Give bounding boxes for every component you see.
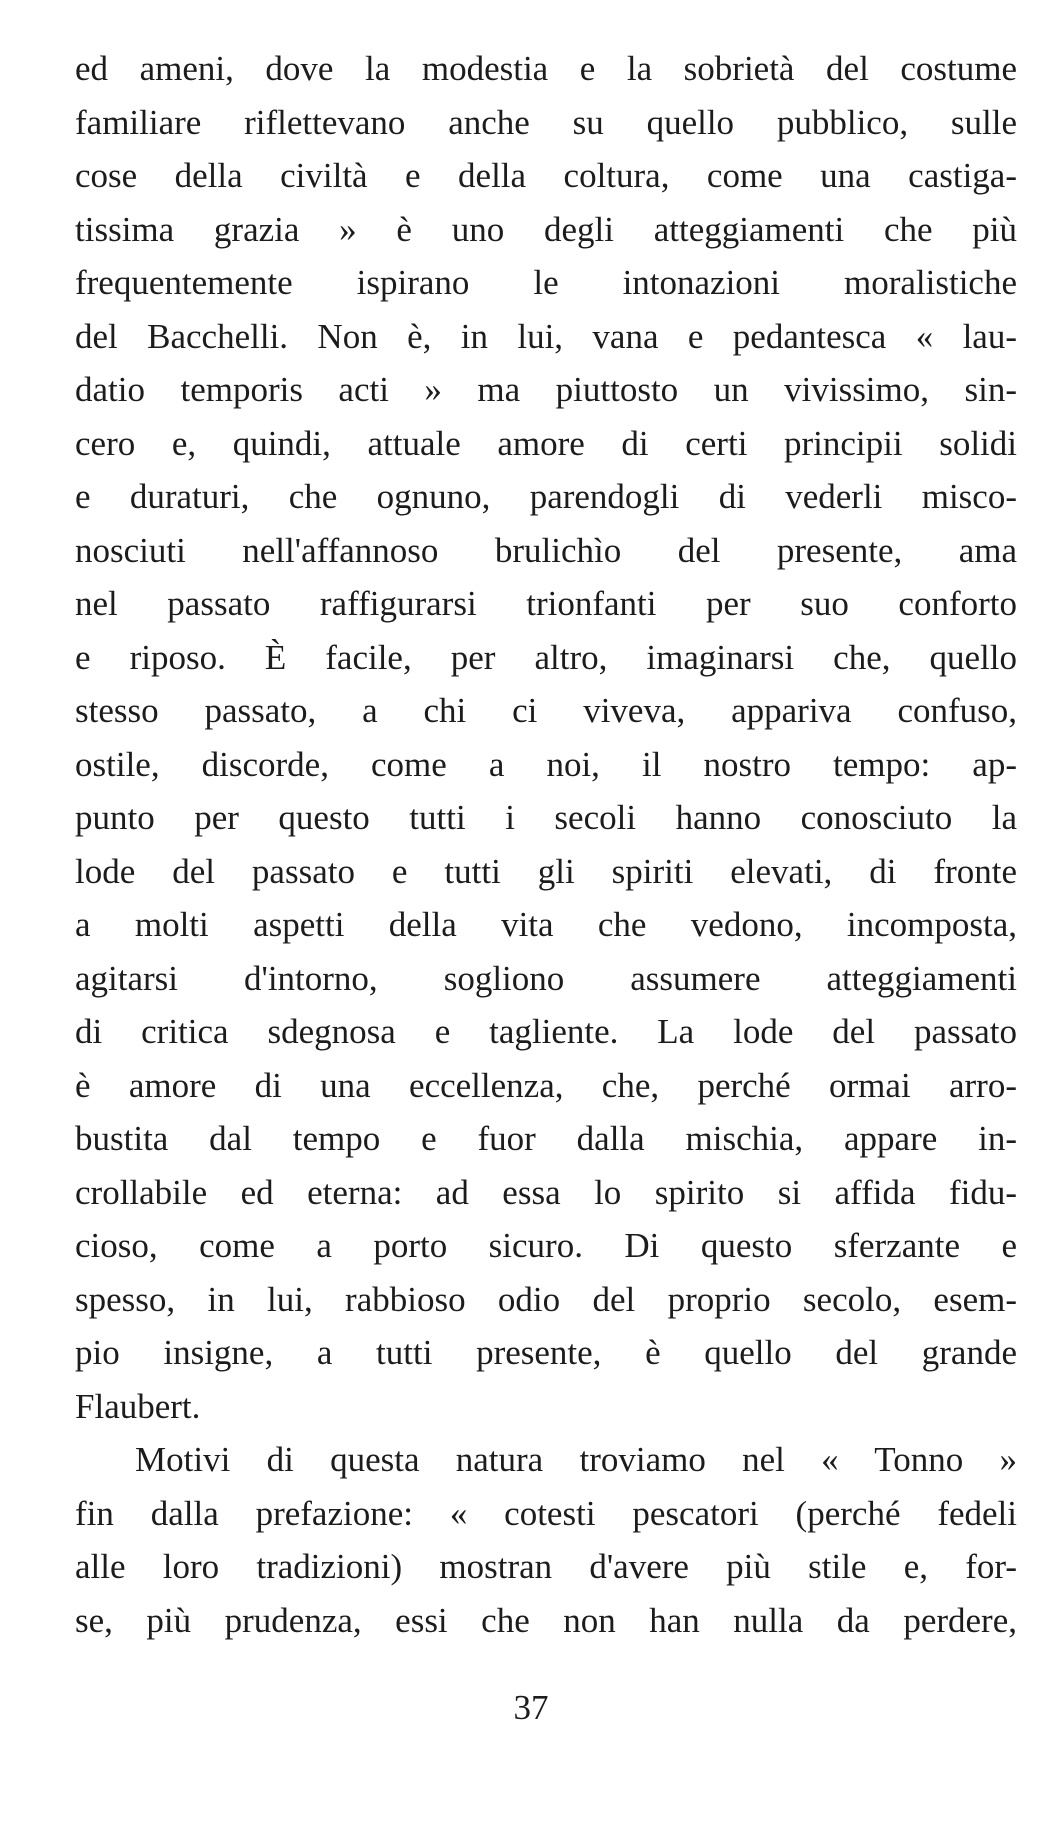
text-line: agitarsi d'intorno, sogliono assumere atteggiamenti [75,958,1017,998]
text-line: crollabile ed eterna: ad essa lo spirito si affida fidu- [75,1172,1017,1212]
text-line: bustita dal tempo e fuor dalla mischia, appare in- [75,1119,1017,1158]
text-line: stesso passato, a chi ci viveva, appariva confuso, [75,691,1017,730]
text-line: lode del passato e tutti gli spiriti elevati, di fronte [75,851,1017,891]
page-number: 37 [513,1688,549,1727]
text-line: tissima grazia » è uno degli atteggiamenti che più [75,209,1017,249]
text-line: nel passato raffigurarsi trionfanti per suo conforto [75,584,1017,623]
text-line: a molti aspetti della vita che vedono, incomposta, [75,905,1017,944]
text-line: fin dalla prefazione: « cotesti pescatori (perché fedeli [75,1493,1017,1533]
text-line: spesso, in lui, rabbioso odio del proprio secolo, esem- [75,1279,1017,1319]
text-line: nosciuti nell'affannoso brulichìo del presente, ama [75,530,1017,570]
text-line: pio insigne, a tutti presente, è quello del grande [75,1333,1017,1372]
text-line: alle loro tradizioni) mostran d'avere più stile e, for- [75,1547,1017,1586]
text-line: ed ameni, dove la modestia e la sobrietà del costume [75,49,1017,88]
text-line: è amore di una eccellenza, che, perché ormai arro- [75,1065,1017,1105]
text-line: cero e, quindi, attuale amore di certi principii solidi [75,423,1017,463]
text-line: cose della civiltà e della coltura, come una castiga- [75,156,1017,195]
text-line: se, più prudenza, essi che non han nulla da perdere, [75,1600,1017,1640]
paragraph-end-line: Flaubert. [75,1386,201,1426]
text-line: del Bacchelli. Non è, in lui, vana e pedantesca « lau- [75,316,1017,356]
text-line: punto per questo tutti i secoli hanno conosciuto la [75,798,1017,837]
text-line: datio temporis acti » ma piuttosto un vivissimo, sin- [75,370,1017,409]
text-line: ostile, discorde, come a noi, il nostro tempo: ap- [75,744,1017,784]
text-line: cioso, come a porto sicuro. Di questo sferzante e [75,1226,1017,1265]
text-line: frequentemente ispirano le intonazioni moralistiche [75,263,1017,302]
text-line: di critica sdegnosa e tagliente. La lode del passato [75,1012,1017,1051]
paragraph-start-line: Motivi di questa natura troviamo nel « Tonno » [135,1440,1017,1479]
text-line: e riposo. È facile, per altro, imaginarsi che, quello [75,637,1017,677]
body-text [75,42,1017,1647]
text-line: e duraturi, che ognuno, parendogli di vederli misco- [75,477,1017,516]
text-line: familiare riflettevano anche su quello pubblico, sulle [75,102,1017,142]
